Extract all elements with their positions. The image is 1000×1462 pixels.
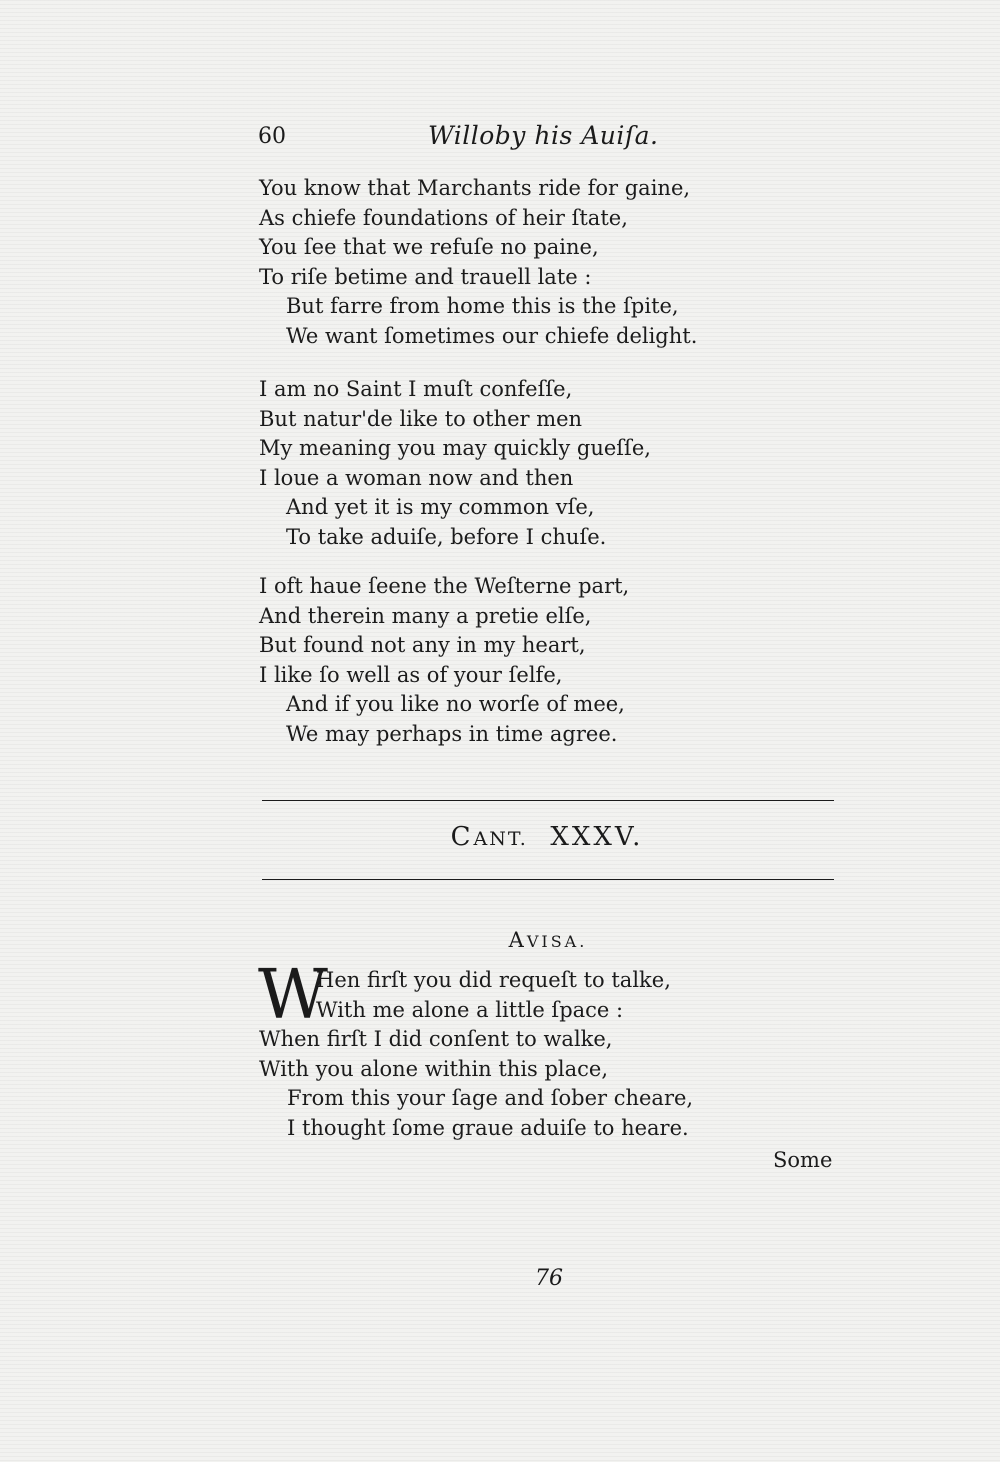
verse-line: And yet it is my common vſe,	[286, 495, 595, 520]
page-number: 60	[258, 124, 286, 149]
verse-line: We may perhaps in time agree.	[286, 721, 618, 746]
verse-line: With me alone a little ſpace :	[316, 997, 624, 1022]
avisa-stanza	[258, 956, 694, 1144]
verse-line: When firſt I did conſent to walke,	[259, 1027, 613, 1052]
canto-label: ANT.	[473, 828, 528, 850]
verse-line: I am no Saint I muſt confeſſe,	[259, 377, 573, 401]
verse-line: But farre from home this is the ſpite,	[286, 294, 679, 319]
stanza-3	[259, 572, 629, 750]
verse-line: You ſee that we refuſe no paine,	[259, 235, 599, 260]
verse-line: You know that Marchants ride for gaine,	[259, 176, 691, 200]
speaker-heading	[0, 928, 1000, 952]
verse-line: But natur'de like to other men	[259, 406, 583, 431]
verse-line: I like ſo well as of your ſelfe,	[259, 662, 563, 687]
canto-heading	[0, 822, 1000, 852]
verse-line: I loue a woman now and then	[259, 465, 574, 490]
stanza-2	[259, 375, 651, 553]
verse-line: To riſe betime and trauell late :	[259, 264, 592, 289]
verse-line: But found not any in my heart,	[259, 633, 586, 658]
verse-line: And if you like no worſe of mee,	[286, 692, 625, 717]
verse-line: I oft haue ſeene the Weſterne part,	[259, 574, 630, 598]
horizontal-rule-bottom	[262, 879, 834, 880]
canto-initial: C	[450, 822, 474, 852]
verse-line: My meaning you may quickly gueſſe,	[259, 436, 651, 461]
speaker-initial: A	[508, 928, 527, 952]
speaker-label: VISA.	[526, 932, 588, 951]
drop-cap-initial: W	[258, 956, 328, 1035]
verse-line: To take aduiſe, before I chuſe.	[286, 524, 607, 549]
catchword: Some	[773, 1148, 833, 1172]
verse-line: I thought ſome graue aduiſe to heare.	[287, 1115, 689, 1140]
verse-line: With you alone within this place,	[259, 1056, 609, 1081]
running-title: Willoby his Auiſa.	[428, 121, 659, 150]
horizontal-rule-top	[262, 800, 834, 801]
verse-line: Hen firſt you did requeſt to talke,	[316, 968, 671, 992]
stanza-1	[259, 174, 697, 352]
verse-line: And therein many a pretie elſe,	[259, 603, 592, 628]
verse-line: As chiefe foundations of heir ſtate,	[259, 205, 628, 230]
canto-numeral: XXXV.	[550, 822, 644, 852]
verse-line: We want ſometimes our chiefe delight.	[286, 323, 698, 348]
folio-number: 76	[535, 1266, 563, 1291]
verse-line: From this your ſage and ſober cheare,	[287, 1086, 694, 1111]
